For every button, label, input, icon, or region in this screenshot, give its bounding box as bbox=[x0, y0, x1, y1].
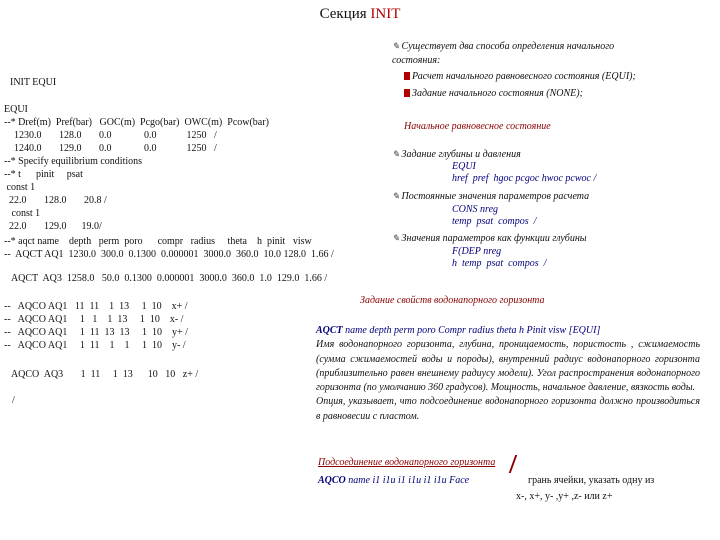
option-none: Задание начального состояния (NONE); bbox=[404, 87, 583, 100]
item-functions: ✎ Значения параметров как функции глубины bbox=[392, 233, 587, 244]
equi-keyword-line: EQUI bbox=[4, 104, 28, 115]
aqco-aq3-line: AQCO AQ3 1 11 1 13 10 10 z+ / bbox=[4, 369, 199, 380]
equilibrium-heading: Начальное равновесное состояние bbox=[404, 121, 551, 132]
equi-row-1: 1230.0 128.0 0.0 0.0 1250 / bbox=[4, 130, 217, 141]
square-bullet-icon bbox=[404, 89, 410, 97]
item-constants-sub-2: temp psat compos / bbox=[452, 216, 537, 227]
face-options: x-, x+, y- ,y+ ,z- или z+ bbox=[516, 491, 613, 502]
aqct-description: AQCT name depth perm poro Compr radius theta h Pinit visw [EQUI] Имя водонапорного горизонта, глубина, проницаемость, пористость , сжимаемость (сумма сжимаемостей воды и породы), внутренний радиус водонапорного горизонта (приблизительно равен внешнему радиусу модели). Угол распространения водонапорного горизонта (по умолчанию 360 градусов). Мощность, начальное давление, вязкость воды. Опция, указывает, что подсоединение водонапорного горизонта должно производиться в равновесии с пластом. bbox=[316, 325, 700, 422]
check-bullet-icon: ✎ bbox=[392, 233, 400, 243]
item-depth-sub-1: EQUI bbox=[452, 161, 476, 172]
item-functions-sub-2: h temp psat compos / bbox=[452, 258, 547, 269]
face-note: грань ячейки, указать одну из bbox=[528, 475, 655, 486]
init-equi-label: INIT EQUI bbox=[10, 77, 57, 88]
aqco-line-2: -- AQCO AQ1 1 1 1 13 1 10 x- / bbox=[4, 314, 184, 325]
item-constants-sub-1: CONS nreg bbox=[452, 204, 499, 215]
aqco-line-3: -- AQCO AQ1 1 11 13 13 1 10 y+ / bbox=[4, 327, 188, 338]
check-bullet-icon: ✎ bbox=[392, 191, 400, 201]
page-title: Секция INIT bbox=[319, 6, 401, 22]
aqct-aq3-line: AQCT AQ3 1258.0 50.0 0.1300 0.000001 3000.0 360.0 1.0 129.0 1.66 / bbox=[4, 273, 328, 284]
equi-row-2: 1240.0 129.0 0.0 0.0 1250 / bbox=[4, 143, 217, 154]
values-line-1: 22.0 128.0 20.8 / bbox=[4, 195, 107, 206]
item-depth-pressure: ✎ Задание глубины и давления bbox=[392, 149, 521, 160]
aqct-header-line: --* aqct name depth perm poro compr radius theta h pinit visw bbox=[4, 236, 312, 247]
comment-header: --* t pinit psat bbox=[4, 169, 83, 180]
option-equi: Расчет начального равновесного состояния (EQUI); bbox=[404, 70, 636, 83]
check-bullet-icon: ✎ bbox=[392, 149, 400, 159]
intro-line-1: ✎ Существует два способа определения начального bbox=[392, 41, 615, 52]
comment-line: --* Specify equilibrium conditions bbox=[4, 156, 143, 167]
square-bullet-icon bbox=[404, 72, 410, 80]
aqct-aq1-line: -- AQCT AQ1 1230.0 300.0 0.1300 0.000001 3000.0 360.0 10.0 128.0 1.66 / bbox=[4, 249, 334, 260]
final-slash: / bbox=[12, 395, 15, 406]
const-line-1: const 1 bbox=[4, 182, 36, 193]
aqco-syntax: AQCO name i1 i1u i1 i1u i1 i1u Face bbox=[318, 475, 470, 486]
aqco-line-4: -- AQCO AQ1 1 11 1 1 1 10 y- / bbox=[4, 340, 186, 351]
values-line-2: 22.0 129.0 19.0/ bbox=[4, 221, 102, 232]
check-bullet-icon: ✎ bbox=[392, 41, 400, 51]
aquifer-heading: Задание свойств водонапорного горизонта bbox=[360, 295, 545, 306]
item-constants: ✎ Постоянные значения параметров расчета bbox=[392, 191, 590, 202]
aqco-line-1: -- AQCO AQ1 11 11 1 13 1 10 x+ / bbox=[4, 301, 188, 312]
intro-line-2: состояния: bbox=[392, 55, 441, 66]
equi-header-line: --* Dref(m) Pref(bar) GOC(m) Pcgo(bar) OWC(m) Pcow(bar) bbox=[4, 117, 269, 128]
const-line-2: const 1 bbox=[4, 208, 41, 219]
item-depth-sub-2: href pref hgoc pcgoc hwoc pcwoc / bbox=[452, 173, 597, 184]
connection-heading: Подсоединение водонапорного горизонта bbox=[318, 457, 496, 468]
item-functions-sub-1: F(DEP nreg bbox=[452, 246, 502, 257]
face-pointer-line bbox=[509, 455, 518, 473]
